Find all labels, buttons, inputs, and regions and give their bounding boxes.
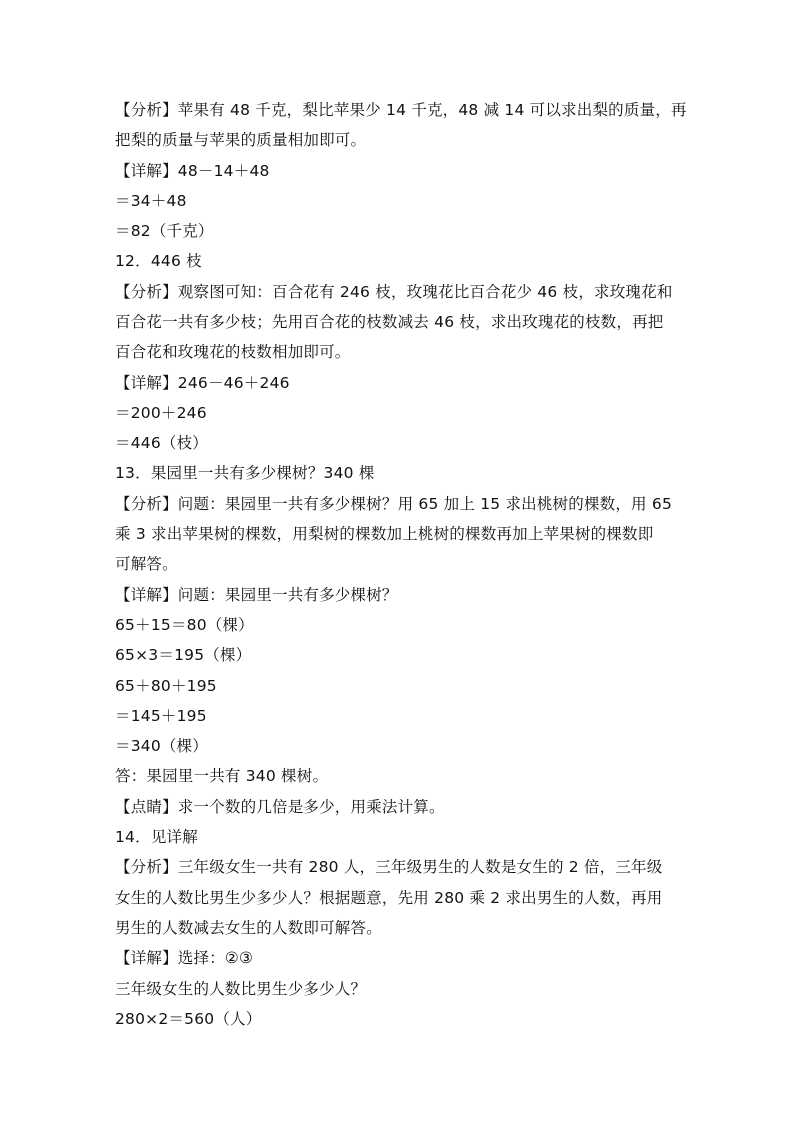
- analysis-line: 【分析】苹果有 48 千克，梨比苹果少 14 千克，48 减 14 可以求出梨的质量，再: [115, 101, 687, 119]
- analysis-line: 百合花和玫瑰花的枝数相加即可。: [115, 343, 351, 361]
- solution-line: ＝145＋195: [115, 707, 207, 725]
- solution-line: 【详解】48－14＋48: [115, 162, 270, 180]
- remark-line: 【点睛】求一个数的几倍是多少，用乘法计算。: [115, 798, 445, 816]
- solution-line: ＝82（千克）: [115, 222, 214, 240]
- solution-line: 【详解】246－46＋246: [115, 374, 290, 392]
- solution-line: 65＋80＋195: [115, 677, 217, 695]
- analysis-line: 【分析】问题：果园里一共有多少棵树？用 65 加上 15 求出桃树的棵数，用 65: [115, 495, 673, 513]
- analysis-line: 把梨的质量与苹果的质量相加即可。: [115, 131, 367, 149]
- question-answer-line: 13．果园里一共有多少棵树？340 棵: [115, 464, 375, 482]
- question-answer-line: 14．见详解: [115, 828, 198, 846]
- solution-line: 65＋15＝80（棵）: [115, 616, 254, 634]
- analysis-line: 男生的人数减去女生的人数即可解答。: [115, 919, 382, 937]
- solution-line: ＝200＋246: [115, 404, 207, 422]
- analysis-line: 【分析】三年级女生一共有 280 人，三年级男生的人数是女生的 2 倍，三年级: [115, 858, 663, 876]
- solution-line: 【详解】选择：②③: [115, 949, 254, 967]
- solution-line: ＝446（枝）: [115, 434, 208, 452]
- solution-line: ＝34＋48: [115, 192, 187, 210]
- analysis-line: 百合花一共有多少枝；先用百合花的枝数减去 46 枝，求出玫瑰花的枝数，再把: [115, 313, 664, 331]
- solution-line: 65×3＝195（棵）: [115, 646, 252, 664]
- analysis-line: 乘 3 求出苹果树的棵数，用梨树的棵数加上桃树的棵数再加上苹果树的棵数即: [115, 525, 654, 543]
- answer-line: 答：果园里一共有 340 棵树。: [115, 767, 329, 785]
- analysis-line: 女生的人数比男生少多少人？根据题意，先用 280 乘 2 求出男生的人数，再用: [115, 889, 663, 907]
- solution-line: ＝340（棵）: [115, 737, 208, 755]
- solution-line: 三年级女生的人数比男生少多少人？: [115, 980, 367, 998]
- solution-line: 【详解】问题：果园里一共有多少棵树？: [115, 586, 398, 604]
- solution-line: 280×2＝560（人）: [115, 1010, 262, 1028]
- analysis-line: 【分析】观察图可知：百合花有 246 枝，玫瑰花比百合花少 46 枝，求玫瑰花和: [115, 283, 673, 301]
- question-answer-line: 12．446 枝: [115, 252, 202, 270]
- analysis-line: 可解答。: [115, 555, 178, 573]
